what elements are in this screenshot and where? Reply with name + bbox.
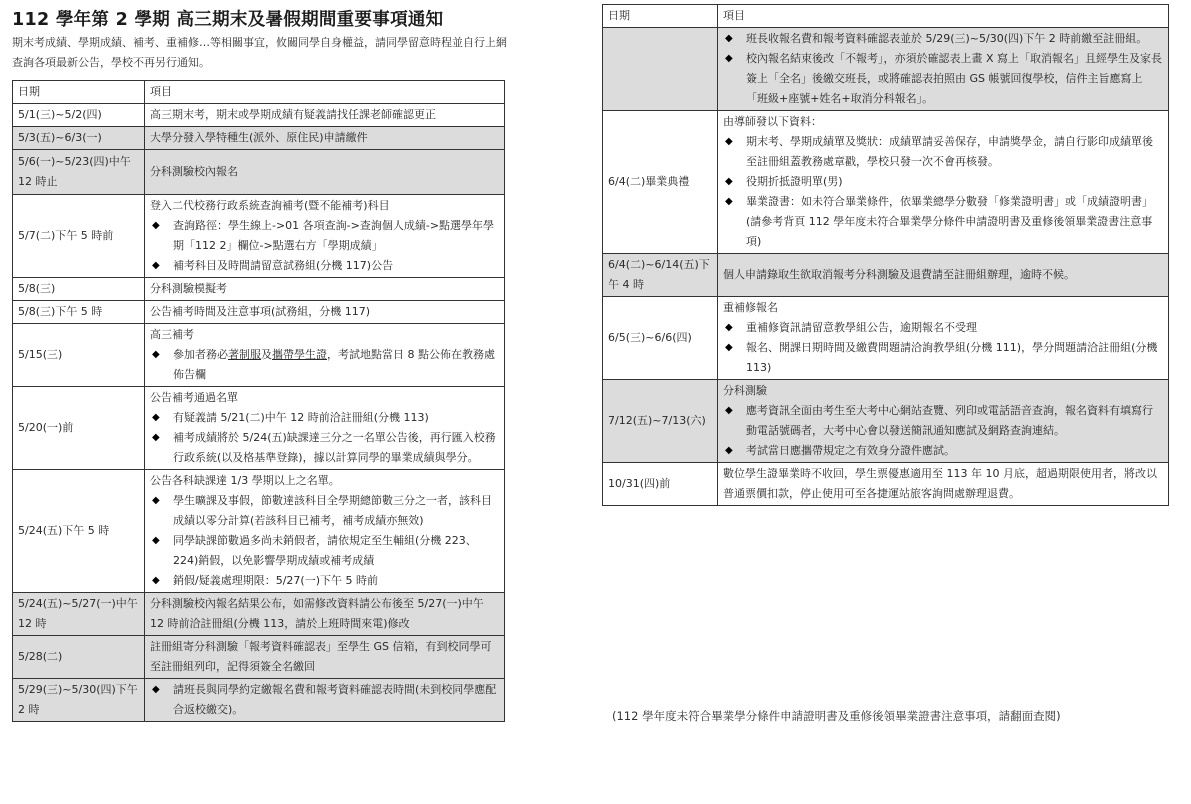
diamond-bullet-icon: ◆ [725,405,733,416]
table-row [13,150,505,195]
bullet-list [150,408,499,468]
bullet-item: ◆ 班長收報名費和報考資料確認表並於 5/29(三)~5/30(四)下午 2 時前繳至註冊組。 [723,29,1163,49]
bullet-list [723,29,1163,109]
table-row [13,104,505,127]
table-row [13,387,505,470]
row-title: 註冊組寄分科測驗「報考資料確認表」至學生 GS 信箱，有到校同學可至註冊組列印，記得須簽全名繳回 [150,640,492,673]
row-item [145,470,505,593]
diamond-bullet-icon: ◆ [152,495,160,506]
bullet-item: ◆ 參加者務必著制服及攜帶學生證，考試地點當日 8 點公佈在教務處佈告欄 [150,345,499,385]
diamond-bullet-icon: ◆ [152,220,160,231]
table-row [603,28,1169,111]
diamond-bullet-icon: ◆ [725,176,733,187]
row-title: 公告補考通過名單 [150,391,238,404]
bullet-list [150,345,499,385]
diamond-bullet-icon: ◆ [152,432,160,443]
row-title: 大學分發入學特種生(派外、原住民)申請繳件 [150,131,368,144]
table-row [13,301,505,324]
header-date: 日期 [603,5,718,28]
bullet-item: ◆ 報名、開課日期時間及繳費問題請洽詢教學組(分機 111)，學分問題請洽註冊組(分機 113) [723,338,1163,378]
bullet-item: ◆ 考試當日應攜帶規定之有效身分證件應試。 [723,441,1163,461]
row-date: 5/28(二) [13,636,145,679]
row-item [145,636,505,679]
bullet-item: ◆ 期末考、學期成績單及獎狀：成績單請妥善保存，申請獎學金，請自行影印成績單後至註冊組蓋教務處章戳，學校只發一次不會再核發。 [723,132,1163,172]
row-title: 分科測驗校內報名結果公布，如需修改資料請公布後至 5/27(一)中午 12 時前洽註冊組(分機 113，請於上班時間來電)修改 [150,597,484,630]
diamond-bullet-icon: ◆ [152,260,160,271]
header-item: 項目 [718,5,1169,28]
row-title: 高三補考 [150,328,194,341]
table-row [603,297,1169,380]
table-row [13,127,505,150]
table-row [603,463,1169,506]
diamond-bullet-icon: ◆ [725,196,733,207]
bullet-list [723,318,1163,378]
row-title: 個人申請錄取生欲取消報考分科測驗及退費請至註冊組辦理，逾時不候。 [723,268,1075,281]
row-date: 6/5(三)~6/6(四) [603,297,718,380]
diamond-bullet-icon: ◆ [152,684,160,695]
row-title: 登入二代校務行政系統查詢補考(暨不能補考)科目 [150,199,390,212]
row-item [145,278,505,301]
row-title: 由導師發以下資料： [723,115,822,128]
row-item [145,150,505,195]
row-date: 5/29(三)~5/30(四)下午 2 時 [13,679,145,722]
row-date: 7/12(五)~7/13(六) [603,380,718,463]
row-date: 6/4(二)畢業典禮 [603,111,718,254]
table-header-row [603,5,1169,28]
bullet-item: ◆ 有疑義請 5/21(二)中午 12 時前洽註冊組(分機 113) [150,408,499,428]
row-date: 5/15(三) [13,324,145,387]
table-row [603,380,1169,463]
row-title: 數位學生證畢業時不收回，學生票優惠適用至 113 年 10 月底，超過期限使用者，將改以普通票價扣款，停止使用可至各捷運站旅客詢問處辦理退費。 [723,467,1157,500]
bullet-item: ◆ 畢業證書：如未符合畢業條件，依畢業總學分數發「修業證明書」或「成績證明書」(請參考背頁 112 學年度未符合畢業學分條件申請證明書及重修後領畢業證書注意事項) [723,192,1163,252]
row-date [603,28,718,111]
row-title: 公告各科缺課達 1/3 學期以上之名單。 [150,474,340,487]
row-date: 5/1(三)~5/2(四) [13,104,145,127]
diamond-bullet-icon: ◆ [725,322,733,333]
row-date: 6/4(二)~6/14(五)下午 4 時 [603,254,718,297]
table-row [13,195,505,278]
table-row [603,111,1169,254]
schedule-table-left [12,80,505,722]
row-item [145,127,505,150]
row-date: 10/31(四)前 [603,463,718,506]
diamond-bullet-icon: ◆ [152,412,160,423]
table-row [603,254,1169,297]
bullet-item: ◆ 補考科目及時間請留意試務組(分機 117)公告 [150,256,499,276]
row-title: 分科測驗模擬考 [150,282,227,295]
row-item [718,254,1169,297]
bullet-item: ◆ 役期折抵證明單(男) [723,172,1163,192]
header-item: 項目 [145,81,505,104]
diamond-bullet-icon: ◆ [152,535,160,546]
row-date: 5/24(五)~5/27(一)中午 12 時 [13,593,145,636]
bullet-item: ◆ 銷假/疑義處理期限：5/27(一)下午 5 時前 [150,571,499,591]
bullet-list [150,491,499,591]
table-row [13,278,505,301]
row-item [145,301,505,324]
row-title: 重補修報名 [723,301,778,314]
row-date: 5/8(三)下午 5 時 [13,301,145,324]
row-date: 5/8(三) [13,278,145,301]
header-date: 日期 [13,81,145,104]
row-date: 5/20(一)前 [13,387,145,470]
bullet-item: ◆ 查詢路徑：學生線上->01 各項查詢->查詢個人成績->點選學年學期「112 2」欄位->點選右方「學期成績」 [150,216,499,256]
row-item [145,679,505,722]
row-item [145,195,505,278]
row-date: 5/6(一)~5/23(四)中午 12 時止 [13,150,145,195]
row-item [145,387,505,470]
underlined-text: 攜帶學生證 [272,348,327,361]
bullet-item: ◆ 學生曠課及事假，節數達該科目全學期總節數三分之一者，該科目成績以零分計算(若該科目已補考，補考成績亦無效) [150,491,499,531]
bullet-list [723,132,1163,252]
row-item [718,297,1169,380]
row-item [718,28,1169,111]
row-title: 分科測驗 [723,384,767,397]
diamond-bullet-icon: ◆ [725,342,733,353]
diamond-bullet-icon: ◆ [725,33,733,44]
footnote: (112 學年度未符合畢業學分條件申請證明書及重修後領畢業證書注意事項，請翻面查閱) [612,709,1061,723]
row-title: 公告補考時間及注意事項(試務組，分機 117) [150,305,371,318]
row-item [718,111,1169,254]
row-date: 5/3(五)~6/3(一) [13,127,145,150]
bullet-list [150,216,499,276]
row-item [145,324,505,387]
bullet-list [150,680,499,720]
diamond-bullet-icon: ◆ [725,136,733,147]
bullet-item: ◆ 補考成績將於 5/24(五)缺課達三分之一名單公告後，再行匯入校務行政系統(以及格基準登錄)，據以計算同學的畢業成績與學分。 [150,428,499,468]
bullet-item: ◆ 重補修資訊請留意教學組公告，逾期報名不受理 [723,318,1163,338]
bullet-item: ◆ 請班長與同學約定繳報名費和報考資料確認表時間(未到校同學應配合返校繳交)。 [150,680,499,720]
page-title: 112 學年第 2 學期 高三期末及暑假期間重要事項通知 [12,10,444,30]
table-row [13,679,505,722]
diamond-bullet-icon: ◆ [725,445,733,456]
row-item [145,593,505,636]
row-item [718,380,1169,463]
row-item [718,463,1169,506]
diamond-bullet-icon: ◆ [152,575,160,586]
row-date: 5/24(五)下午 5 時 [13,470,145,593]
table-row [13,593,505,636]
bullet-list [723,401,1163,461]
table-row [13,636,505,679]
row-date: 5/7(二)下午 5 時前 [13,195,145,278]
bullet-item: ◆ 同學缺課節數過多尚未銷假者，請依規定至生輔組(分機 223、224)銷假，以免影響學期成績或補考成績 [150,531,499,571]
row-title: 分科測驗校內報名 [150,165,238,178]
table-header-row [13,81,505,104]
intro-text: 期末考成績、學期成績、補考、重補修…等相關事宜，攸關同學自身權益，請同學留意時程並自行上網查詢各項最新公告，學校不再另行通知。 [12,36,507,69]
row-item [145,104,505,127]
underlined-text: 著制服 [228,348,261,361]
bullet-item: ◆ 應考資訊全面由考生至大考中心網站查覽、列印或電話語音查詢，報名資料有填寫行動電話號碼者，大考中心會以發送簡訊通知應試及網路查詢連結。 [723,401,1163,441]
table-row [13,324,505,387]
bullet-item: ◆ 校內報名結束後改「不報考」，亦須於確認表上畫 X 寫上「取消報名」且經學生及家長簽上「全名」後繳交班長，或將確認表拍照由 GS 帳號回復學校，信件主旨應寫上「班級+座號+姓名+取消分科報名」。 [723,49,1163,109]
diamond-bullet-icon: ◆ [152,349,160,360]
table-row [13,470,505,593]
diamond-bullet-icon: ◆ [725,53,733,64]
row-title: 高三期末考，期末或學期成績有疑義請找任課老師確認更正 [150,108,436,121]
schedule-table-right [602,4,1169,506]
